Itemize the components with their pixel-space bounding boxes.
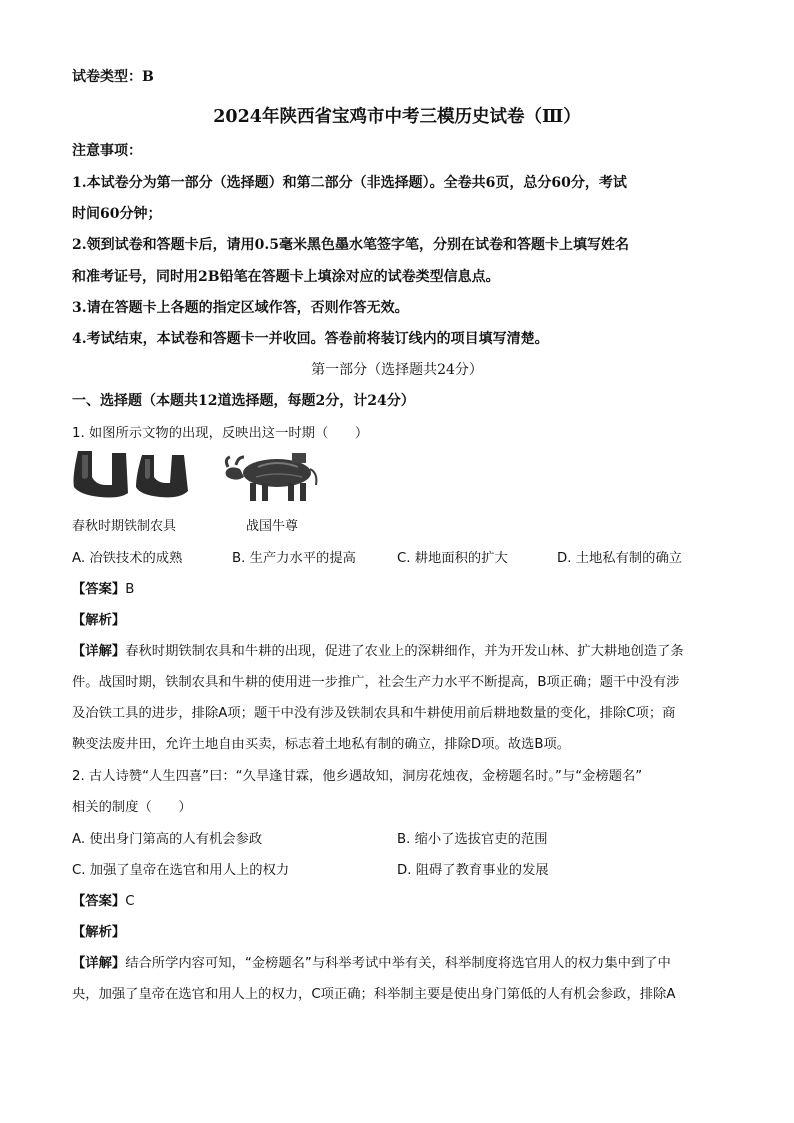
detail-tag: 【详解】 xyxy=(72,956,126,971)
q2-option-c: C. 加强了皇帝在选官和用人上的权力 xyxy=(72,863,290,878)
q2-option-d: D. 阻碍了教育事业的发展 xyxy=(397,863,549,878)
caption-iron-tools: 春秋时期铁制农具 xyxy=(72,519,177,534)
answer-tag: 【答案】 xyxy=(72,582,126,597)
exam-title: 2024年陕西省宝鸡市中考三模历史试卷（Ⅲ） xyxy=(213,107,581,127)
q1-answer xyxy=(72,578,134,597)
q2-analysis-tag: 【解析】 xyxy=(72,925,126,940)
answer-value: B xyxy=(125,582,135,597)
q1-detail-line xyxy=(72,640,684,659)
q2-option-b: B. 缩小了选拔官吏的范围 xyxy=(397,832,548,847)
notice-line: 1.本试卷分为第一部分（选择题）和第二部分（非选择题）。全卷共6页，总分60分，考试 xyxy=(72,175,627,191)
ox-zun-image xyxy=(222,447,322,505)
notice-line: 4.考试结束，本试卷和答题卡一并收回。答卷前将装订线内的项目填写清楚。 xyxy=(72,331,549,347)
q1-option-d: D. 土地私有制的确立 xyxy=(557,551,683,566)
paper-type: 试卷类型：B xyxy=(72,69,154,85)
question-1-stem: 1. 如图所示文物的出现，反映出这一时期（ ） xyxy=(72,426,369,441)
q1-option-c: C. 耕地面积的扩大 xyxy=(397,551,508,566)
notice-line: 时间60分钟； xyxy=(72,206,162,222)
detail-text: 春秋时期铁制农具和牛耕的出现，促进了农业上的深耕细作，并为开发山林、扩大耕地创造了条 xyxy=(125,644,684,659)
q2-detail-line: 央，加强了皇帝在选官和用人上的权力，C项正确；科举制主要是使出身门第低的人有机会参政，排除A xyxy=(72,987,676,1002)
part1-heading: 第一部分（选择题共24分） xyxy=(311,362,483,378)
q1-detail-line: 及冶铁工具的进步，排除A项；题干中没有涉及铁制农具和牛耕使用前后耕地数量的变化，排除C项；商 xyxy=(72,706,676,721)
notice-heading: 注意事项： xyxy=(72,143,142,159)
q1-option-b: B. 生产力水平的提高 xyxy=(232,551,356,566)
q1-option-a: A. 冶铁技术的成熟 xyxy=(72,551,183,566)
q1-detail-line: 鞅变法废井田，允许土地自由买卖，标志着土地私有制的确立，排除D项。故选B项。 xyxy=(72,737,571,752)
notice-line: 3.请在答题卡上各题的指定区域作答，否则作答无效。 xyxy=(72,300,409,316)
caption-ox-zun: 战国牛尊 xyxy=(246,519,299,534)
question-2-stem: 2. 古人诗赞“人生四喜”曰：“久旱逢甘霖，他乡遇故知，洞房花烛夜，金榜题名时。”与“金榜题名” xyxy=(72,769,643,784)
question-2-stem: 相关的制度（ ） xyxy=(72,800,192,815)
answer-value: C xyxy=(125,894,135,909)
detail-text: 结合所学内容可知，“金榜题名”与科举考试中举有关，科举制度将选官用人的权力集中到了中 xyxy=(125,956,671,971)
notice-line: 2.领到试卷和答题卡后，请用0.5毫米黑色墨水笔签字笔，分别在试卷和答题卡上填写姓名 xyxy=(72,237,629,253)
section-heading: 一、选择题（本题共12道选择题，每题2分，计24分） xyxy=(72,393,415,409)
q1-detail-line: 件。战国时期，铁制农具和牛耕的使用进一步推广，社会生产力水平不断提高，B项正确；题干中没有涉 xyxy=(72,675,680,690)
answer-tag: 【答案】 xyxy=(72,894,126,909)
q2-answer xyxy=(72,890,134,909)
q2-detail-line xyxy=(72,952,671,971)
notice-line: 和准考证号，同时用2B铅笔在答题卡上填涂对应的试卷类型信息点。 xyxy=(72,269,500,285)
q1-analysis-tag: 【解析】 xyxy=(72,613,126,628)
q2-option-a: A. 使出身门第高的人有机会参政 xyxy=(72,832,263,847)
iron-farm-tools-image xyxy=(70,447,200,503)
detail-tag: 【详解】 xyxy=(72,644,126,659)
